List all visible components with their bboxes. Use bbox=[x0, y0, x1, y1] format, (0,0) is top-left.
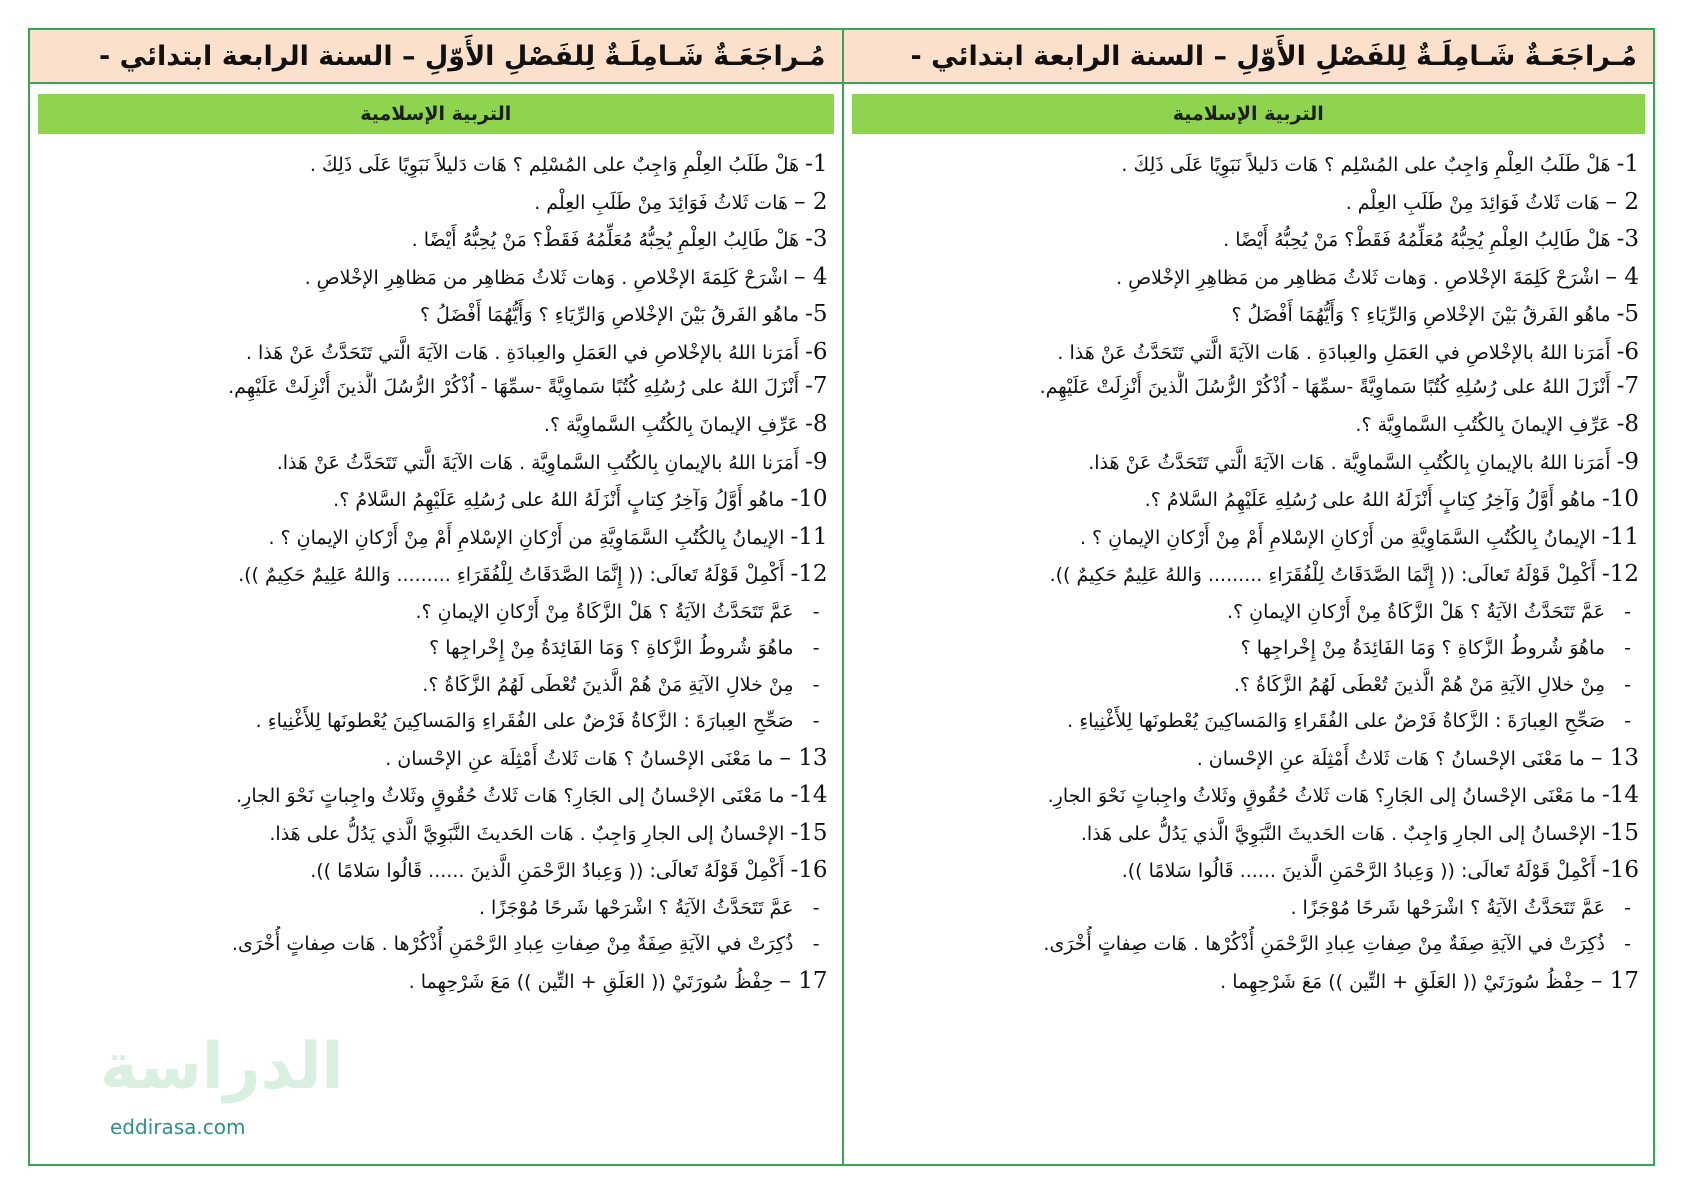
question-number: 17 – bbox=[779, 967, 828, 994]
page-frame bbox=[28, 28, 1655, 1166]
question-item bbox=[852, 184, 1640, 222]
question-text: عَرِّفِ الإيمانَ بِالكُتُبِ السَّماوِيَّة ؟. bbox=[1355, 414, 1611, 436]
question-text: أَنْزَلَ اللهُ على رُسُلِهِ كُتُبًا سَماوِيَّةً -سمِّهَا - اُذْكُرْ الرُّسُلَ الَّذينَ أُنْزِلَتْ عَلَيْهِم. bbox=[1039, 376, 1611, 398]
sub-question bbox=[852, 630, 1640, 667]
question-number: 7- bbox=[1616, 373, 1639, 399]
question-item bbox=[852, 556, 1640, 594]
question-item bbox=[852, 371, 1640, 402]
question-text: حِفْظُ سُورَتَيْ (( العَلَقِ + التِّين )) مَعَ شَرْحِهِما . bbox=[1220, 970, 1585, 993]
question-text: عَمَّ تَتَحَدَّثُ الآيَةُ ؟ هَلْ الزَّكَاةُ مِنْ أَرْكانِ الإيمانِ ؟. bbox=[415, 600, 794, 623]
question-number: 13 – bbox=[1590, 744, 1639, 771]
question-number: 6- bbox=[805, 338, 828, 365]
question-item bbox=[852, 740, 1640, 778]
question-text: صَحِّحِ العِبارَةَ : الزَّكاةُ فَرْضٌ على الفُقَراءِ وَالمَساكِينَ يُعْطونَها لِلأَغْنِياءِ . bbox=[1067, 710, 1605, 732]
question-text: أَنْزَلَ اللهُ على رُسُلِهِ كُتُبًا سَماوِيَّةً -سمِّهَا - اُذْكُرْ الرُّسُلَ الَّذينَ أُنْزِلَتْ عَلَيْهِم. bbox=[228, 376, 800, 398]
question-number: 16- bbox=[790, 857, 828, 883]
question-item bbox=[852, 519, 1640, 557]
question-text: ماهُو أَوَّلُ وَآخِرُ كِتابٍ أَنْزَلَهُ اللهُ على رُسُلِهِ عَلَيْهِمُ السَّلامُ ؟. bbox=[333, 489, 785, 511]
sub-question bbox=[38, 667, 828, 704]
question-item bbox=[38, 146, 828, 184]
question-text: هَلْ طَالِبُ العِلْمِ يُحِبُّهُ مُعَلِّمُهُ فَقَطْ؟ مَنْ يُحِبُّهُ أَيْضًا . bbox=[411, 229, 800, 251]
question-item bbox=[852, 334, 1640, 372]
question-text: أَكْمِلْ قَوْلَهُ تَعالَى: (( وَعِبادُ الرَّحْمَنِ الَّذينَ ...... قَالُوا سَلامًا )). bbox=[310, 860, 785, 882]
question-text: ما مَعْنَى الإحْسانُ إلى الجَارِ؟ هَات ثَلاثُ حُقُوقٍ وثَلاثُ واجِباتٍ نَحْوَ الجارِ. bbox=[1047, 785, 1596, 807]
question-text: أَكْمِلْ قَوْلَهُ تَعالَى: (( وَعِبادُ الرَّحْمَنِ الَّذينَ ...... قَالُوا سَلامًا )). bbox=[1121, 860, 1596, 882]
question-text: ماهُوَ شُروطُ الزَّكاةِ ؟ وَمَا الفَائِدَةُ مِنْ إِخْراجِها ؟ bbox=[429, 637, 794, 659]
question-number: 1- bbox=[1616, 151, 1639, 177]
question-number: 13 – bbox=[779, 744, 828, 771]
question-item bbox=[38, 481, 828, 519]
question-number: 10- bbox=[1601, 486, 1639, 512]
question-text: أَمَرَنا اللهُ بالإيمانِ بِالكُتُبِ السَّماوِيَّة . هَات الآيَةَ الَّتي تَتَحَدَّثُ عَنْ هَذا. bbox=[276, 451, 800, 474]
question-text: أَمَرَنا اللهُ بالإخْلاصِ في العَمَلِ والعِبادَةِ . هَات الآيَةَ الَّتي تَتَحَدَّثُ عَنْ هَذا . bbox=[245, 341, 800, 364]
question-text: هَلْ طَلَبُ العِلْمِ وَاجِبٌ على المُسْلِم ؟ هَات دَليلاً نَبَوِيًا عَلَى ذَلِكَ . bbox=[1121, 154, 1611, 176]
column-right bbox=[842, 30, 1654, 1164]
question-text: هَات ثَلاثُ فَوَائِدَ مِنْ طَلَبِ العِلْم . bbox=[1345, 191, 1600, 214]
question-text: مِنْ خلالِ الآيَةِ مَنْ هُمْ الَّذينَ تُعْطَى لَهُمُ الزَّكَاةُ ؟. bbox=[1233, 673, 1605, 696]
question-number: 6- bbox=[1616, 338, 1639, 365]
sub-question bbox=[38, 926, 828, 963]
question-item bbox=[852, 259, 1640, 297]
question-number: 9- bbox=[805, 448, 828, 475]
question-text: الإحْسانُ إلى الجارِ وَاجِبٌ . هَات الحَديثَ النَّبَوِيَّ الَّذي يَدُلُّ على هَذا. bbox=[269, 822, 785, 845]
question-number: 7- bbox=[805, 373, 828, 399]
page-title: مُـراجَعَـةٌ شَـامِلَـةٌ لِلفَصْلِ الأَوّلِ – السنة الرابعة ابتدائي - bbox=[30, 30, 842, 84]
question-text: اشْرَحْ كَلِمَةَ الإخْلاصِ . وَهات ثَلاثُ مَظاهِر من مَظاهِرِ الإخْلاصِ . bbox=[304, 266, 788, 289]
question-item bbox=[38, 371, 828, 402]
question-number: 4 – bbox=[794, 263, 828, 290]
question-number: 4 – bbox=[1605, 263, 1639, 290]
question-item bbox=[852, 852, 1640, 890]
question-text: الإيمانُ بِالكُتُبِ السَّمَاوِيَّةِ من أَرْكانِ الإسْلامِ أَمْ مِنْ أَرْكانِ الإيمانِ ؟ . bbox=[268, 526, 785, 549]
watermark-url: eddirasa.com bbox=[110, 1115, 246, 1139]
question-text: هَلْ طَلَبُ العِلْمِ وَاجِبٌ على المُسْلِم ؟ هَات دَليلاً نَبَوِيًا عَلَى ذَلِكَ . bbox=[309, 154, 800, 176]
sub-question bbox=[38, 703, 828, 740]
question-number: 3- bbox=[1616, 226, 1639, 252]
sub-question bbox=[852, 703, 1640, 740]
question-item bbox=[852, 146, 1640, 184]
question-text: ذُكِرَتْ في الآيَةِ صِفَةٌ مِنْ صِفاتِ عِبادِ الرَّحْمَنِ أُذْكُرْها . هَات صِفاتٍ أُخْرَى. bbox=[1043, 933, 1605, 955]
question-number: 8- bbox=[1616, 411, 1639, 437]
question-number: 2 – bbox=[794, 188, 828, 215]
question-text: الإيمانُ بِالكُتُبِ السَّمَاوِيَّةِ من أَرْكانِ الإسْلامِ أَمْ مِنْ أَرْكانِ الإيمانِ ؟ . bbox=[1079, 526, 1596, 549]
question-item bbox=[38, 815, 828, 853]
question-item bbox=[852, 815, 1640, 853]
question-item bbox=[852, 777, 1640, 815]
question-text: أَمَرَنا اللهُ بالإخْلاصِ في العَمَلِ والعِبادَةِ . هَات الآيَةَ الَّتي تَتَحَدَّثُ عَنْ هَذا . bbox=[1057, 341, 1611, 364]
question-number: 1- bbox=[805, 151, 828, 177]
question-item bbox=[38, 556, 828, 594]
sub-question bbox=[38, 594, 828, 631]
question-number: 3- bbox=[805, 226, 828, 252]
question-text: اشْرَحْ كَلِمَةَ الإخْلاصِ . وَهات ثَلاثُ مَظاهِر من مَظاهِرِ الإخْلاصِ . bbox=[1116, 266, 1600, 289]
question-text: عَمَّ تَتَحَدَّثُ الآيَةُ ؟ اشْرَحْها شَرحًا مُوْجَزًا . bbox=[1290, 896, 1605, 919]
question-text: أَكْمِلْ قَوْلَهُ تَعالَى: (( إِنَّمَا الصَّدَقَاتُ لِلْفُقَرَاءِ ......... وَاللهُ عَلِيمٌ حَكِيمٌ )). bbox=[1049, 564, 1596, 586]
question-text: الإحْسانُ إلى الجارِ وَاجِبٌ . هَات الحَديثَ النَّبَوِيَّ الَّذي يَدُلُّ على هَذا. bbox=[1080, 822, 1596, 845]
question-item bbox=[38, 852, 828, 890]
question-item bbox=[38, 406, 828, 444]
question-number: 11- bbox=[790, 523, 828, 550]
question-number: 14- bbox=[790, 782, 828, 808]
sub-question bbox=[852, 926, 1640, 963]
question-text: هَلْ طَالِبُ العِلْمِ يُحِبُّهُ مُعَلِّمُهُ فَقَطْ؟ مَنْ يُحِبُّهُ أَيْضًا . bbox=[1223, 229, 1611, 251]
question-text: عَرِّفِ الإيمانَ بِالكُتُبِ السَّماوِيَّة ؟. bbox=[543, 414, 800, 436]
question-item bbox=[38, 184, 828, 222]
sub-question bbox=[852, 594, 1640, 631]
watermark-logo: الدراسة bbox=[100, 1030, 344, 1104]
question-text: ماهُو الفَرقُ بَيْنَ الإخْلاصِ وَالرِّيَاءِ ؟ وَأَيُّهُمَا أَفْضَلُ ؟ bbox=[419, 304, 800, 326]
question-item bbox=[38, 334, 828, 372]
page-title: مُـراجَعَـةٌ شَـامِلَـةٌ لِلفَصْلِ الأَوّلِ – السنة الرابعة ابتدائي - bbox=[844, 30, 1654, 84]
question-item bbox=[852, 296, 1640, 334]
question-number: 11- bbox=[1601, 523, 1639, 550]
sub-question bbox=[852, 667, 1640, 704]
question-text: عَمَّ تَتَحَدَّثُ الآيَةُ ؟ اشْرَحْها شَرحًا مُوْجَزًا . bbox=[478, 896, 794, 919]
question-item bbox=[38, 259, 828, 297]
column-left bbox=[30, 30, 842, 1164]
question-text: عَمَّ تَتَحَدَّثُ الآيَةُ ؟ هَلْ الزَّكَاةُ مِنْ أَرْكانِ الإيمانِ ؟. bbox=[1226, 600, 1605, 623]
question-number: 15- bbox=[1601, 819, 1639, 846]
question-item bbox=[852, 444, 1640, 482]
question-number: 10- bbox=[790, 486, 828, 512]
question-text: هَات ثَلاثُ فَوَائِدَ مِنْ طَلَبِ العِلْم . bbox=[534, 191, 788, 214]
question-list bbox=[30, 140, 842, 1000]
question-number: 12- bbox=[790, 561, 828, 587]
question-text: ماهُو الفَرقُ بَيْنَ الإخْلاصِ وَالرِّيَاءِ ؟ وَأَيُّهُمَا أَفْضَلُ ؟ bbox=[1231, 304, 1611, 326]
question-item bbox=[38, 296, 828, 334]
question-text: مِنْ خلالِ الآيَةِ مَنْ هُمْ الَّذينَ تُعْطَى لَهُمُ الزَّكَاةُ ؟. bbox=[422, 673, 794, 696]
subject-heading: التربية الإسلامية bbox=[38, 94, 834, 134]
question-text: ذُكِرَتْ في الآيَةِ صِفَةٌ مِنْ صِفاتِ عِبادِ الرَّحْمَنِ أُذْكُرْها . هَات صِفاتٍ أُخْرَى. bbox=[231, 933, 794, 955]
sub-question bbox=[38, 890, 828, 927]
question-text: ماهُو أَوَّلُ وَآخِرُ كِتابٍ أَنْزَلَهُ اللهُ على رُسُلِهِ عَلَيْهِمُ السَّلامُ ؟. bbox=[1144, 489, 1596, 511]
question-item bbox=[852, 221, 1640, 259]
question-item bbox=[852, 963, 1640, 1001]
question-item bbox=[38, 777, 828, 815]
question-number: 14- bbox=[1601, 782, 1639, 808]
question-number: 5- bbox=[1616, 301, 1639, 327]
question-list bbox=[844, 140, 1654, 1000]
subject-heading: التربية الإسلامية bbox=[852, 94, 1646, 134]
sub-question bbox=[852, 890, 1640, 927]
sub-question bbox=[38, 630, 828, 667]
question-number: 16- bbox=[1601, 857, 1639, 883]
question-number: 9- bbox=[1616, 448, 1639, 475]
question-text: أَكْمِلْ قَوْلَهُ تَعالَى: (( إِنَّمَا الصَّدَقَاتُ لِلْفُقَرَاءِ ......... وَاللهُ عَلِيمٌ حَكِيمٌ )). bbox=[238, 564, 785, 586]
question-number: 8- bbox=[805, 411, 828, 437]
question-item bbox=[852, 406, 1640, 444]
question-text: ما مَعْنَى الإحْسانُ ؟ هَات ثَلاثُ أَمْثِلَة عنِ الإحْسان . bbox=[1196, 747, 1585, 770]
question-number: 15- bbox=[790, 819, 828, 846]
question-text: أَمَرَنا اللهُ بالإيمانِ بِالكُتُبِ السَّماوِيَّة . هَات الآيَةَ الَّتي تَتَحَدَّثُ عَنْ هَذا. bbox=[1088, 451, 1611, 474]
question-item bbox=[38, 963, 828, 1001]
question-number: 2 – bbox=[1605, 188, 1639, 215]
question-item bbox=[38, 221, 828, 259]
question-text: ما مَعْنَى الإحْسانُ ؟ هَات ثَلاثُ أَمْثِلَة عنِ الإحْسان . bbox=[385, 747, 774, 770]
question-number: 12- bbox=[1601, 561, 1639, 587]
question-text: ما مَعْنَى الإحْسانُ إلى الجَارِ؟ هَات ثَلاثُ حُقُوقٍ وثَلاثُ واجِباتٍ نَحْوَ الجارِ. bbox=[236, 785, 785, 807]
question-item bbox=[38, 444, 828, 482]
question-item bbox=[38, 519, 828, 557]
question-item bbox=[852, 481, 1640, 519]
question-number: 5- bbox=[805, 301, 828, 327]
question-number: 17 – bbox=[1590, 967, 1639, 994]
question-text: حِفْظُ سُورَتَيْ (( العَلَقِ + التِّين )) مَعَ شَرْحِهِما . bbox=[408, 970, 774, 993]
question-item bbox=[38, 740, 828, 778]
question-text: ماهُوَ شُروطُ الزَّكاةِ ؟ وَمَا الفَائِدَةُ مِنْ إِخْراجِها ؟ bbox=[1240, 637, 1605, 659]
question-text: صَحِّحِ العِبارَةَ : الزَّكاةُ فَرْضٌ على الفُقَراءِ وَالمَساكِينَ يُعْطونَها لِلأَغْنِياءِ . bbox=[255, 710, 794, 732]
